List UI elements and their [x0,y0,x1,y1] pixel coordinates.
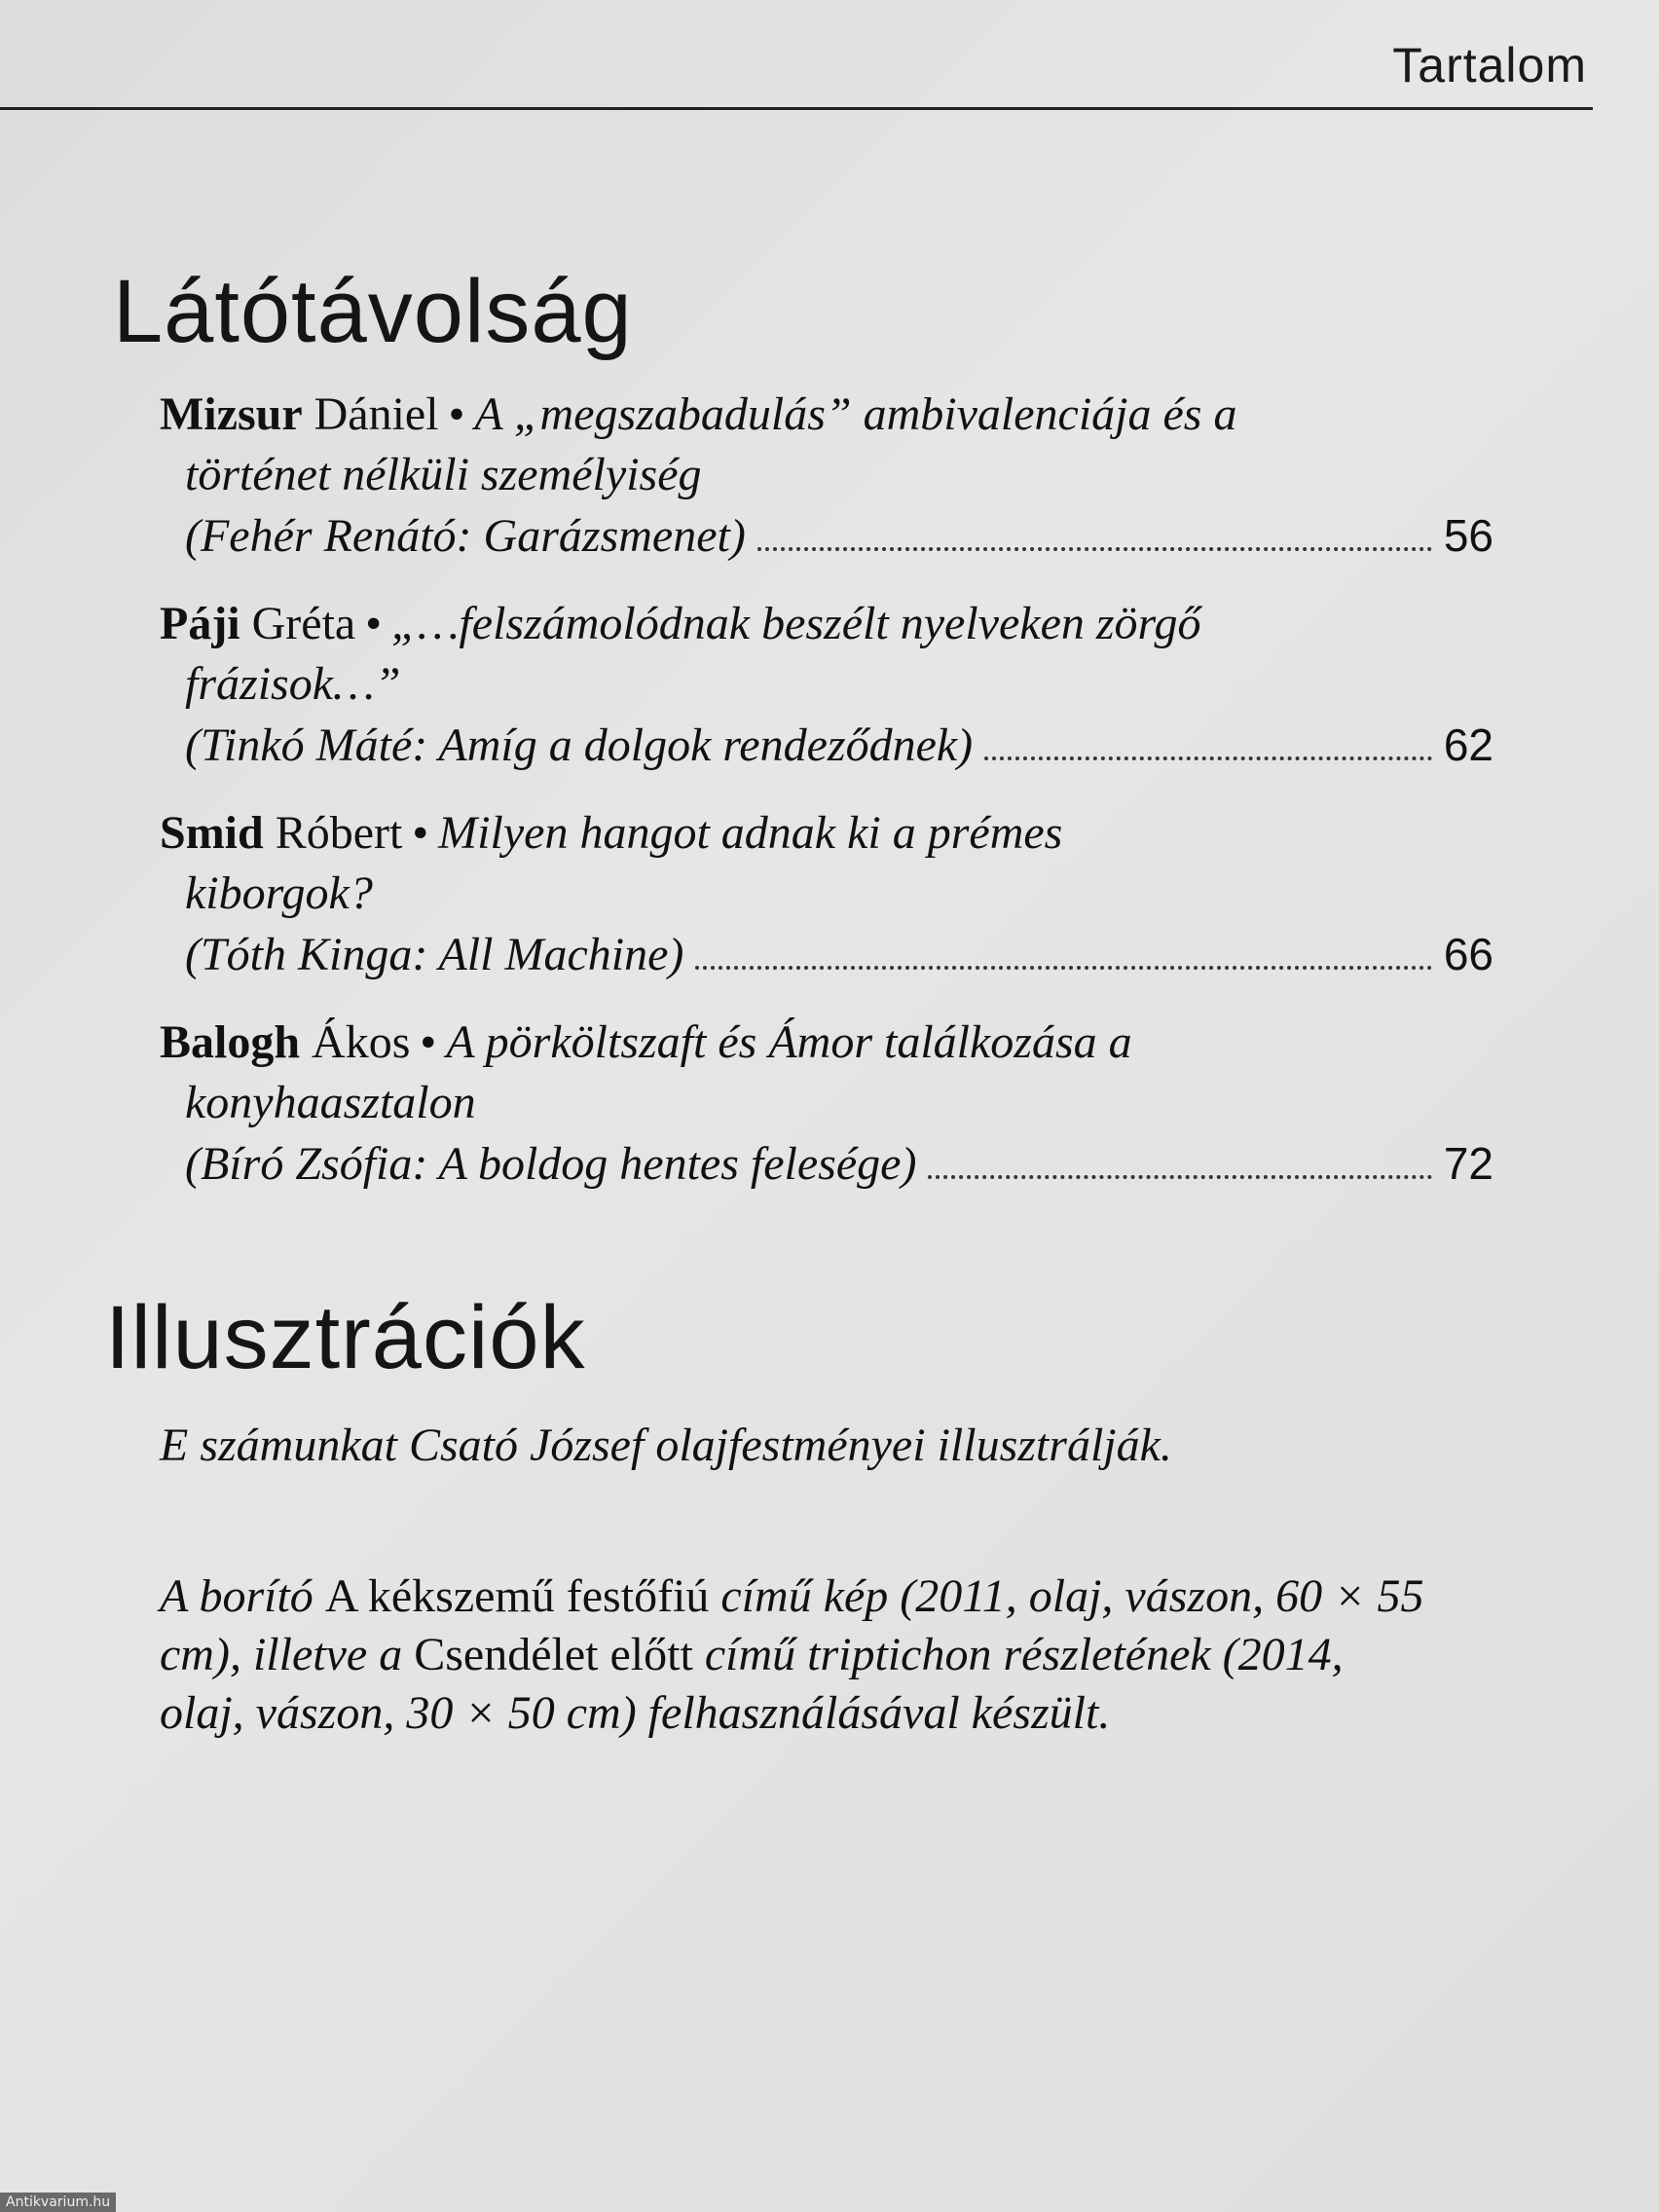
page-number: 66 [1443,929,1493,979]
page-number: 62 [1443,719,1493,770]
toc-source-line [160,1133,1493,1195]
painting-title: A kékszemű festőfiú [324,1570,710,1622]
header-rule [0,107,1593,110]
illustration-note: E számunkat Csató József olajfestményei illusztrálják. [160,1419,1172,1471]
article-title: „…felszámolódnak beszélt nyelveken zörgő [391,598,1201,649]
cover-credit-text: című triptichon részletének (2014, olaj, vászon, 30 × 50 cm) felhasználásával készült. [160,1629,1344,1739]
cover-credit [160,1567,1425,1743]
article-title: A „megszabadulás” ambivalenciája és a [474,388,1237,440]
bullet-icon: • [420,1016,437,1068]
toc-entry [160,1013,1493,1195]
section-title-latotavolsag: Látótávolság [113,262,633,361]
toc-source-line [160,715,1493,776]
author-last-name: Páji [160,598,240,649]
section-title-illusztraciok: Illusztrációk [105,1288,586,1387]
toc-entry [160,803,1493,985]
toc-entry-line [160,1013,1493,1073]
page-number: 56 [1443,510,1493,561]
author-first-name: Dániel [313,388,439,440]
reviewed-work: (Tóth Kinga: All Machine) [185,929,684,980]
cover-credit-text: című kép (2011, olaj, vászon, 60 × 55 cm), illetve a [160,1570,1424,1680]
article-title-cont: konyhaasztalon [185,1077,476,1128]
author-last-name: Smid [160,807,264,859]
toc-entry-line [160,385,1493,445]
author-first-name: Ákos [312,1016,411,1068]
article-title-cont: történet nélküli személyiség [185,449,702,500]
article-title-cont: frázisok…” [185,658,401,710]
toc-entry-line [160,803,1493,864]
toc-source-line [160,924,1493,985]
page-number: 72 [1443,1138,1493,1189]
reviewed-work: (Bíró Zsófia: A boldog hentes felesége) [185,1138,917,1190]
article-title-cont: kiborgok? [185,867,373,919]
author-first-name: Róbert [275,807,403,859]
toc-entry [160,594,1493,776]
bullet-icon: • [412,807,429,859]
author-last-name: Mizsur [160,388,303,440]
painting-title: Csendélet előtt [414,1629,693,1680]
running-head-title: Tartalom [1392,38,1587,92]
leader-dots [928,1174,1431,1179]
reviewed-work: (Tinkó Máté: Amíg a dolgok rendeződnek) [185,719,974,771]
bullet-icon: • [365,598,383,649]
cover-credit-intro: A borító [160,1570,313,1622]
article-title: Milyen hangot adnak ki a prémes [438,807,1063,859]
leader-dots [984,756,1432,760]
leader-dots [695,965,1431,970]
watermark: Antikvarium.hu [0,2193,116,2212]
article-title: A pörköltszaft és Ámor találkozása a [446,1016,1132,1068]
reviewed-work: (Fehér Renátó: Garázsmenet) [185,510,746,562]
author-first-name: Gréta [251,598,356,649]
bullet-icon: • [448,388,465,440]
toc-entry [160,385,1493,567]
toc-source-line [160,505,1493,567]
toc-entry-line [160,594,1493,654]
author-last-name: Balogh [160,1016,301,1068]
leader-dots [757,546,1432,551]
